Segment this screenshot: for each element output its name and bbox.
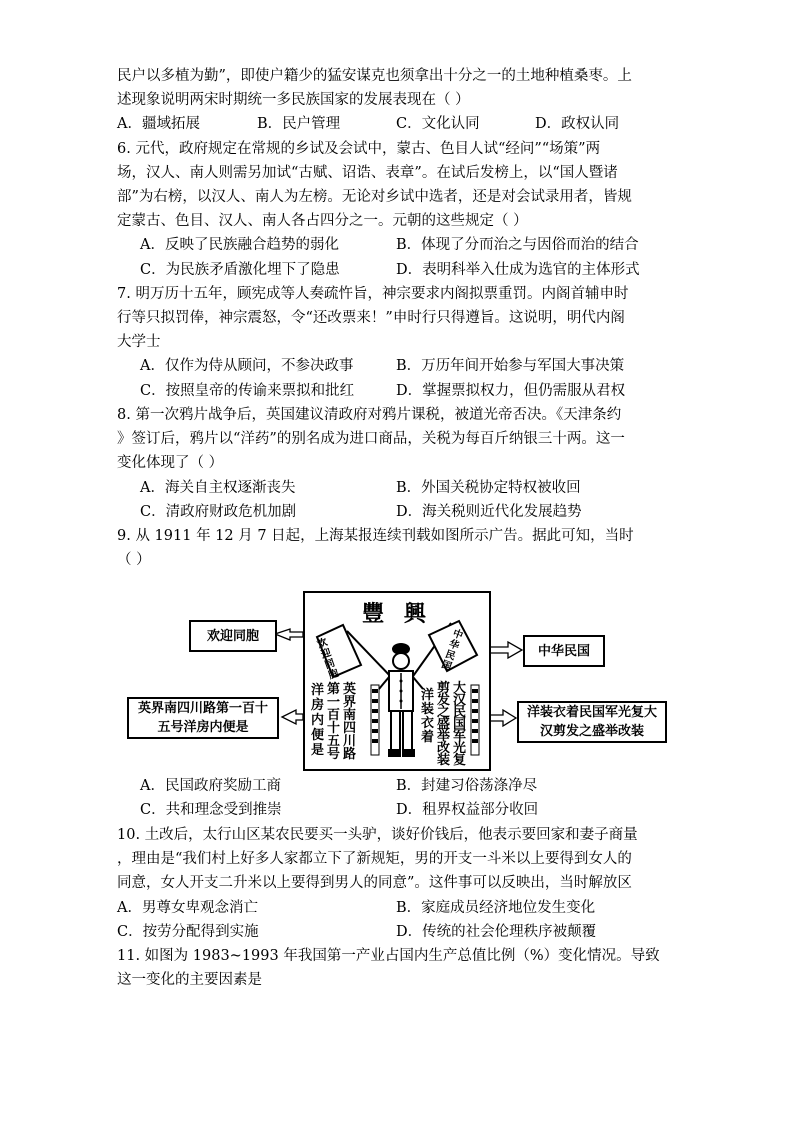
q5-option-d[interactable]: D．政权认同 xyxy=(535,116,620,132)
q9-option-d[interactable]: D．租界权益部分收回 xyxy=(396,802,539,818)
q8-option-a[interactable]: A．海关自主权逐渐丧失 xyxy=(140,480,296,496)
q9-text-line-2: （ ） xyxy=(117,552,151,568)
q6-text-line-2: 场，汉人、南人则需另加试“古赋、诏诰、表章”。在试后发榜上，以“国人暨诸 xyxy=(117,165,618,181)
poster-left-col-2: 第一百十五号 xyxy=(327,682,341,762)
poster-left-col-3: 英界南四川路 xyxy=(343,682,357,762)
advertisement-poster xyxy=(303,591,491,771)
q10-text-line-1: 10. 土改后，太行山区某农民要买一头驴，谈好价钱后，他表示要回家和妻子商量 xyxy=(117,827,638,843)
q11-text-line-2: 这一变化的主要因素是 xyxy=(117,972,262,988)
q9-text-line-1: 9. 从 1911 年 12 月 7 日起，上海某报连续刊载如图所示广告。据此可知，当时 xyxy=(117,528,634,544)
q10-option-a[interactable]: A．男尊女卑观念消亡 xyxy=(117,900,258,916)
q5-text-line-1: 民户以多植为勤”，即使户籍少的猛安谋克也须拿出十分之一的土地种植桑枣。上 xyxy=(117,68,632,84)
poster-right-col-2: 剪发之盛举改装 xyxy=(437,681,451,768)
q6-option-b[interactable]: B．体现了分而治之与因俗而治的结合 xyxy=(396,237,639,253)
q9-option-c[interactable]: C．共和理念受到推崇 xyxy=(140,802,282,818)
q9-option-a[interactable]: A．民国政府奖励工商 xyxy=(140,778,281,794)
q6-text-line-4: 定蒙古、色目、汉人、南人各占四分之一。元朝的这些规定（ ） xyxy=(117,213,528,229)
left-flag-text: 欢迎同胞 xyxy=(315,636,341,682)
right-flag-text: 中华民国 xyxy=(439,628,465,674)
callout-address: 英界南四川路第一百十五号洋房内便是 xyxy=(127,697,279,739)
poster-right-col-1: 大汉民国军光复 xyxy=(453,681,467,768)
q6-text-line-1: 6. 元代，政府规定在常规的乡试及会试中，蒙古、色目人试“经问”“场策”两 xyxy=(117,141,601,157)
q8-option-b[interactable]: B．外国关税协定特权被收回 xyxy=(396,480,581,496)
q6-option-d[interactable]: D．表明科举入仕成为选官的主体形式 xyxy=(396,262,640,278)
q5-option-b[interactable]: B．民户管理 xyxy=(257,116,341,132)
poster-left-col-1: 洋房内便是 xyxy=(311,683,325,758)
q10-option-b[interactable]: B．家庭成员经济地位发生变化 xyxy=(396,900,596,916)
q5-text-line-2: 述现象说明两宋时期统一多民族国家的发展表现在（ ） xyxy=(117,92,470,108)
poster-right-col-3: 洋装衣着 xyxy=(421,688,435,745)
q6-option-a[interactable]: A．反映了民族融合趋势的弱化 xyxy=(140,237,339,253)
q7-option-a[interactable]: A．仅作为侍从顾问，不参决政事 xyxy=(140,358,354,374)
q7-option-c[interactable]: C．按照皇帝的传谕来票拟和批红 xyxy=(140,383,355,399)
arrow-republic xyxy=(487,642,522,658)
q8-option-d[interactable]: D．海关税则近代化发展趋势 xyxy=(396,504,582,520)
q7-option-b[interactable]: B．万历年间开始参与军国大事决策 xyxy=(396,358,625,374)
q7-text-line-1: 7. 明万历十五年，顾宪成等人奏疏忤旨，神宗要求内阁拟票重罚。内阁首辅申时 xyxy=(117,286,629,302)
callout-welcome: 欢迎同胞 xyxy=(189,620,277,652)
q7-text-line-3: 大学士 xyxy=(117,334,161,350)
q11-text-line-1: 11. 如图为 1983~1993 年我国第一产业占国内生产总值比例（%）变化情况。导致 xyxy=(117,948,660,964)
poster-title: 豐 興 xyxy=(362,601,432,627)
callout-republic: 中华民国 xyxy=(523,635,605,667)
q6-text-line-3: 部”为右榜，以汉人、南人为左榜。无论对乡试中选者，还是对会试录用者，皆规 xyxy=(117,189,632,205)
q8-text-line-1: 8. 第一次鸦片战争后，英国建议清政府对鸦片课税，被道光帝否决。《天津条约 xyxy=(117,407,622,423)
q10-text-line-2: ，理由是“我们村上好多人家都立下了新规矩，男的开支一斗米以上要得到女人的 xyxy=(117,851,632,867)
q8-text-line-3: 变化体现了（ ） xyxy=(117,455,224,471)
callout-suit: 洋装衣着民国军光复大汉剪发之盛举改装 xyxy=(517,701,667,743)
q7-option-d[interactable]: D．掌握票拟权力，但仍需服从君权 xyxy=(396,383,626,399)
q7-text-line-2: 行等只拟罚俸，神宗震怒，令“还改票来！”申时行只得遵旨。这说明，明代内阁 xyxy=(117,310,625,326)
arrow-suit xyxy=(487,710,516,726)
q10-option-c[interactable]: C．按劳分配得到实施 xyxy=(117,924,259,940)
arrow-welcome xyxy=(275,629,303,640)
q10-option-d[interactable]: D．传统的社会伦理秩序被颠覆 xyxy=(396,924,597,940)
arrow-address xyxy=(282,710,303,724)
q8-text-line-2: 》签订后，鸦片以“洋药”的别名成为进口商品，关税为每百斤纳银三十两。这一 xyxy=(117,431,625,447)
q9-option-b[interactable]: B．封建习俗荡涤净尽 xyxy=(396,778,538,794)
q5-option-a[interactable]: A．疆域拓展 xyxy=(117,116,200,132)
q5-option-c[interactable]: C．文化认同 xyxy=(396,116,480,132)
q8-option-c[interactable]: C．清政府财政危机加剧 xyxy=(140,504,297,520)
q10-text-line-3: 同意，女人开支二升米以上要得到男人的同意”。这件事可以反映出，当时解放区 xyxy=(117,875,632,891)
q6-option-c[interactable]: C．为民族矛盾激化埋下了隐患 xyxy=(140,262,340,278)
